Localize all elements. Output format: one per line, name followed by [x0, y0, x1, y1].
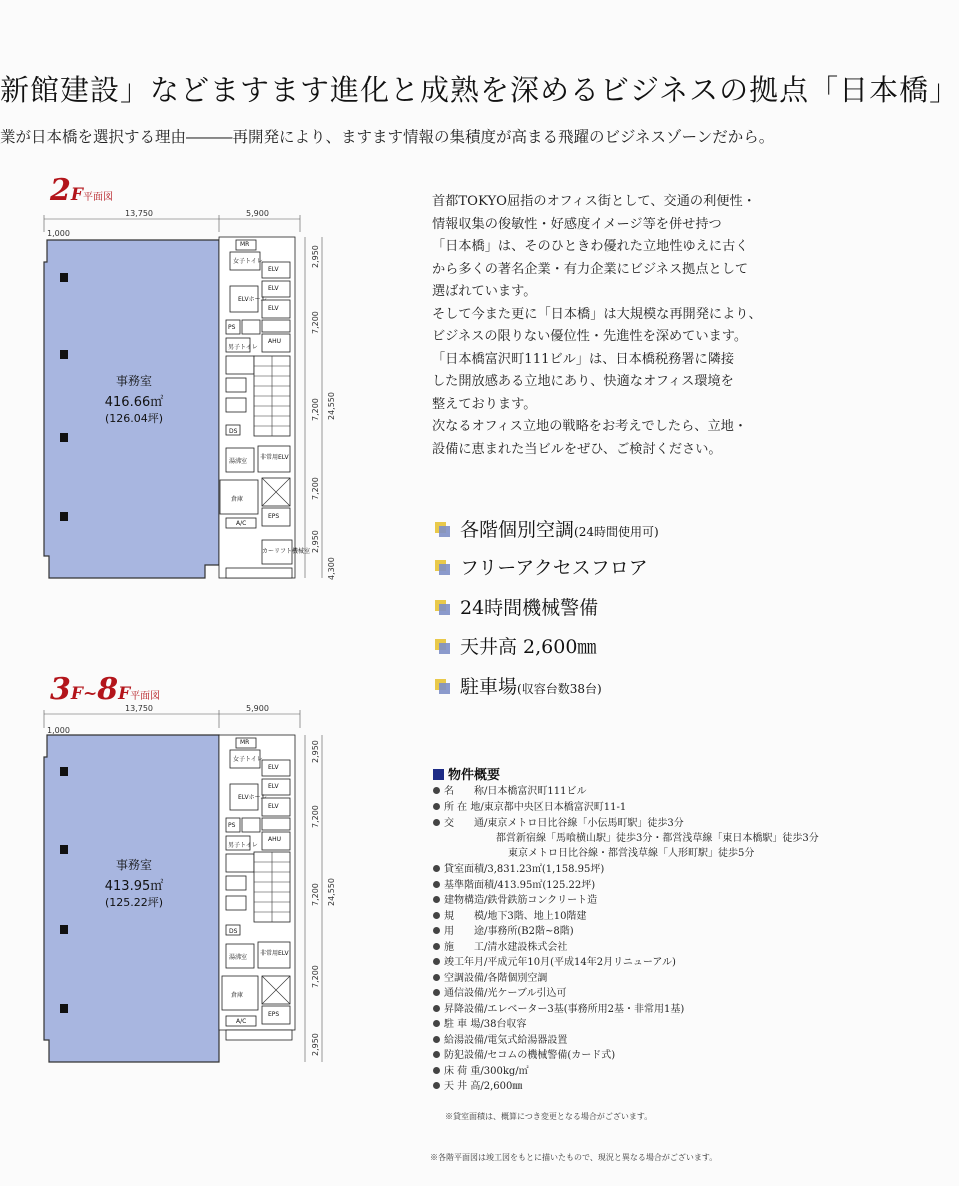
feature-label: 天井高 2,600㎜ — [460, 636, 597, 658]
overview-row-text: 所 在 地/東京都中央区日本橋富沢町11-1 — [444, 802, 627, 813]
plan-3f-num1: 3 — [50, 672, 71, 707]
plan-2f-storage: 倉庫 — [231, 496, 244, 503]
plan-2f-elv-3: ELV — [268, 305, 279, 312]
intro-line: 設備に恵まれた当ビルをぜひ、ご検討ください。 — [432, 441, 722, 457]
plan-2f-office-label — [84, 372, 184, 426]
intro-line: 情報収集の俊敏性・好感度イメージ等を併せ持つ — [432, 216, 722, 232]
overview-row-text: 空調設備/各階個別空調 — [444, 973, 548, 984]
plan-3f-wc2: 男子トイレ — [228, 842, 258, 849]
plan-3f-elv-1: ELV — [268, 764, 279, 771]
overview-row-text: 規 模/地下3階、地上10階建 — [444, 911, 587, 922]
plan-3f-office-label — [84, 856, 184, 910]
bullet-icon — [433, 1082, 440, 1089]
overview-row — [433, 907, 586, 922]
overview-row-text: 防犯設備/セコムの機械警備(カード式) — [444, 1050, 616, 1061]
overview-row-text: 天 井 高/2,600㎜ — [444, 1081, 523, 1092]
overview-row-text: 床 荷 重/300kg/㎡ — [444, 1066, 529, 1077]
feature-item — [435, 515, 659, 542]
plan-2f-ds: DS — [229, 428, 238, 435]
overview-row — [433, 1062, 529, 1077]
feature-item — [435, 553, 648, 580]
plan-3f-f2: F — [118, 684, 131, 704]
page-subtitle: 業が日本橋を選択する理由―――再開発により、ますます情報の集積度が高まる飛躍のビジネスゾーンだから。 — [0, 128, 775, 146]
bullet-icon — [433, 803, 440, 810]
plan-3f-dim-r1: 2,950 — [311, 740, 320, 763]
intro-line: 首都TOKYO屈指のオフィス街として、交通の利便性・ — [432, 194, 756, 209]
plan-2f-room-area: 416.66㎡ — [104, 395, 164, 410]
intro-line: ビジネスの限りない優位性・先進性を深めています。 — [432, 329, 748, 344]
plan-3f-room-area: 413.95㎡ — [104, 879, 164, 894]
plan-3f-elv-hall: ELVホール — [238, 794, 267, 801]
overview-row — [433, 798, 626, 813]
square-bullet-icon — [435, 560, 450, 575]
plan-3f-dim-top-left: 13,750 — [125, 704, 153, 713]
plan-3f-dim-r4: 7,200 — [311, 965, 320, 988]
overview-title — [433, 764, 500, 783]
plan-3f-sub: 平面図 — [130, 691, 161, 702]
square-bullet-icon — [435, 522, 450, 537]
bullet-icon — [433, 787, 440, 794]
plan-2f-elv-hall: ELVホール — [238, 296, 267, 303]
plan-2f-dim-r6: 4,300 — [327, 557, 336, 580]
square-marker-icon — [433, 769, 444, 780]
feature-label: 24時間機械警備 — [460, 597, 599, 619]
overview-row — [433, 953, 676, 968]
plan-2f-kitchen: 湯沸室 — [229, 458, 248, 465]
plan-2f-dim-left: 1,000 — [47, 229, 70, 238]
feature-label: フリーアクセスフロア — [460, 557, 648, 579]
overview-row — [433, 782, 586, 797]
plan-3f-tilde: ~ — [82, 684, 98, 704]
intro-line: 選ばれています。 — [432, 284, 537, 299]
plan-2f-elv-2: ELV — [268, 285, 279, 292]
plan-2f-dim-total: 24,550 — [327, 392, 336, 420]
overview-row-text: 用 途/事務所(B2階~8階) — [444, 926, 574, 937]
feature-item — [435, 632, 596, 659]
plan-3f-storage: 倉庫 — [231, 992, 244, 999]
overview-row — [433, 891, 597, 906]
plan-2f-ev-emg: 非常用ELV — [260, 454, 289, 461]
plan-2f-eps: EPS — [268, 513, 280, 520]
plan-2f-dim-r4: 7,200 — [311, 477, 320, 500]
square-bullet-icon — [435, 679, 450, 694]
plan-3f-dim-top-right: 5,900 — [246, 704, 269, 713]
bullet-icon — [433, 1067, 440, 1074]
overview-row — [433, 922, 574, 937]
plan-3f-dim-r3: 7,200 — [311, 883, 320, 906]
feature-item — [435, 593, 598, 620]
bullet-icon — [433, 896, 440, 903]
feature-item — [435, 672, 602, 699]
plan-3f-dim-r5: 2,950 — [311, 1033, 320, 1056]
plan-2f-dim-r2: 7,200 — [311, 311, 320, 334]
plan-3f-label — [50, 672, 160, 707]
bullet-icon — [433, 865, 440, 872]
bullet-icon — [433, 1020, 440, 1027]
bullet-icon — [433, 958, 440, 965]
plan-3f-kitchen: 湯沸室 — [229, 954, 248, 961]
overview-access-cont: 東京メトロ日比谷線・都営浅草線「人形町駅」徒歩5分 — [508, 848, 755, 859]
bullet-icon — [433, 912, 440, 919]
bullet-icon — [433, 1005, 440, 1012]
overview-row-text: 竣工年月/平成元年10月(平成14年2月リニューアル) — [444, 957, 676, 968]
bullet-icon — [433, 819, 440, 826]
plan-2f-ahu: AHU — [268, 338, 282, 345]
plan-2f-room-tsubo: (126.04坪) — [104, 412, 164, 425]
bullet-icon — [433, 943, 440, 950]
intro-line: 「日本橋」は、そのひときわ優れた立地性ゆえに古く — [432, 239, 749, 254]
feature-note: (24時間使用可) — [574, 525, 659, 539]
overview-row — [433, 969, 547, 984]
plan-3f-ps: PS — [228, 822, 236, 829]
plan-2f-ps: PS — [228, 324, 236, 331]
plan-3f-dim-r2: 7,200 — [311, 805, 320, 828]
plan-3f-dim-total: 24,550 — [327, 878, 336, 906]
plan-3f-dim-left: 1,000 — [47, 726, 70, 735]
overview-row — [433, 814, 684, 829]
overview-title-text: 物件概要 — [448, 768, 501, 783]
intro-line: 「日本橋富沢町111ビル」は、日本橋税務署に隣接 — [432, 351, 735, 367]
plan-3f-elv-3: ELV — [268, 803, 279, 810]
bullet-icon — [433, 1051, 440, 1058]
overview-row — [433, 1031, 567, 1046]
overview-row — [433, 984, 566, 999]
overview-row — [433, 1015, 526, 1030]
plan-3f-ac: A/C — [236, 1018, 247, 1025]
overview-row — [433, 876, 595, 891]
overview-row-text: 貸室面積/3,831.23㎡(1,158.95坪) — [444, 864, 605, 875]
overview-note: ※貸室面積は、概算につき変更となる場合がございます。 — [445, 1112, 653, 1121]
overview-row — [433, 1077, 522, 1092]
plan-3f-mr: MR — [240, 739, 250, 746]
plan-2f-mr: MR — [240, 241, 250, 248]
square-bullet-icon — [435, 639, 450, 654]
plan-3f-num2: 8 — [97, 672, 119, 707]
plan-2f-wc2: 男子トイレ — [228, 344, 258, 351]
plan-3f-ahu: AHU — [268, 836, 282, 843]
plan-2f-room-name: 事務室 — [115, 374, 152, 388]
bullet-icon — [433, 989, 440, 996]
overview-row-text: 基準階面積/413.95㎡(125.22坪) — [444, 880, 596, 891]
overview-row — [433, 860, 604, 875]
overview-row — [433, 1046, 615, 1061]
plan-2f-num: 2 — [50, 173, 71, 208]
intro-line: 整えております。 — [432, 396, 537, 412]
intro-line: そして今また更に「日本橋」は大規模な再開発により、 — [432, 306, 762, 322]
plan-2f-dim-r5: 2,950 — [311, 530, 320, 553]
intro-line: 次なるオフィス立地の戦略をお考えでしたら、立地・ — [432, 419, 748, 434]
bullet-icon — [433, 927, 440, 934]
plan-2f-ac: A/C — [236, 520, 247, 527]
plan-3f-f1: F — [70, 684, 83, 704]
footer-note: ※各階平面図は竣工図をもとに描いたもので、現況と異なる場合がございます。 — [430, 1153, 718, 1162]
page-title: 新館建設」などますます進化と成熟を深めるビジネスの拠点「日本橋」 — [0, 73, 959, 107]
square-bullet-icon — [435, 600, 450, 615]
plan-2f-wc: 女子トイレ — [233, 258, 263, 265]
plan-2f-core — [219, 237, 295, 578]
overview-row — [433, 1000, 684, 1015]
plan-3f-elv-2: ELV — [268, 783, 279, 790]
overview-row-text: 昇降設備/エレベーター3基(事務所用2基・非常用1基) — [444, 1004, 685, 1015]
plan-2f-dim-top-right: 5,900 — [246, 209, 269, 218]
plan-2f-f: F — [70, 185, 83, 205]
overview-row-text: 建物構造/鉄骨鉄筋コンクリート造 — [444, 895, 598, 906]
plan-2f-dim-r3: 7,200 — [311, 398, 320, 421]
plan-3f-room-tsubo: (125.22坪) — [104, 896, 164, 909]
intro-line: から多くの著名企業・有力企業にビジネス拠点として — [432, 261, 749, 277]
feature-note: (収容台数38台) — [517, 682, 602, 696]
overview-row-text: 通信設備/光ケーブル引込可 — [444, 988, 567, 999]
feature-label: 各階個別空調 — [460, 519, 575, 541]
intro-line: した開放感ある立地にあり、快適なオフィス環境を — [432, 374, 734, 389]
overview-row-text: 名 称/日本橋富沢町111ビル — [444, 786, 587, 797]
bullet-icon — [433, 881, 440, 888]
overview-row — [433, 938, 567, 953]
plan-2f-dim-r1: 2,950 — [311, 245, 320, 268]
feature-label: 駐車場 — [460, 676, 518, 698]
overview-row-text: 駐 車 場/38台収容 — [444, 1019, 527, 1030]
plan-2f-elv-1: ELV — [268, 266, 279, 273]
overview-row-text: 交 通/東京メトロ日比谷線「小伝馬町駅」徒歩3分 — [444, 818, 684, 829]
overview-row-text: 施 工/清水建設株式会社 — [444, 942, 568, 953]
plan-3f-ev-emg: 非常用ELV — [260, 950, 289, 957]
overview-access-cont: 都営新宿線「馬喰横山駅」徒歩3分・都営浅草線「東日本橋駅」徒歩3分 — [496, 833, 819, 844]
overview-row-text: 給湯設備/電気式給湯器設置 — [444, 1035, 568, 1046]
plan-3f-wc: 女子トイレ — [233, 756, 263, 763]
plan-3f-room-name: 事務室 — [115, 858, 152, 872]
plan-2f-car-lift: カーリフト機械室 — [262, 548, 311, 555]
bullet-icon — [433, 1036, 440, 1043]
plan-3f-eps: EPS — [268, 1011, 280, 1018]
intro-text — [432, 191, 812, 461]
plan-2f-sub: 平面図 — [82, 192, 113, 203]
plan-3f-ds: DS — [229, 928, 238, 935]
plan-2f-dim-top-left: 13,750 — [125, 209, 153, 218]
bullet-icon — [433, 974, 440, 981]
